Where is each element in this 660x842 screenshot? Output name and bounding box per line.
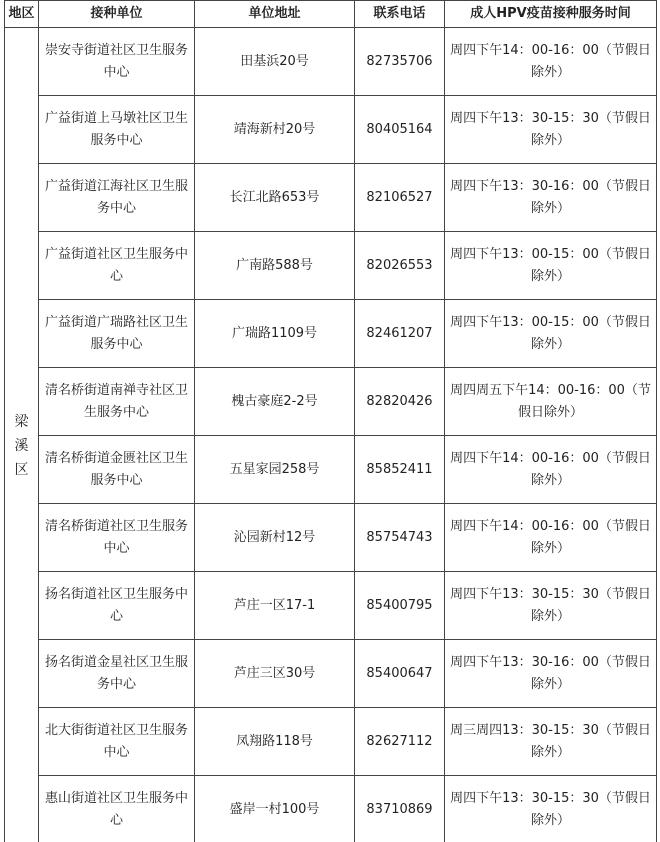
time-cell: 周四下午13：30-16：00（节假日除外） — [445, 164, 657, 232]
unit-cell: 清名桥街道南禅寺社区卫生服务中心 — [39, 368, 195, 436]
header-address: 单位地址 — [195, 1, 355, 28]
address-cell: 芦庄一区17-1 — [195, 572, 355, 640]
address-cell: 盛岸一村100号 — [195, 776, 355, 842]
phone-cell: 83710869 — [355, 776, 445, 842]
address-cell: 凤翔路118号 — [195, 708, 355, 776]
unit-cell: 广益街道上马墩社区卫生服务中心 — [39, 96, 195, 164]
table-row — [5, 96, 657, 164]
phone-cell: 82820426 — [355, 368, 445, 436]
region-cell — [5, 28, 39, 842]
address-cell: 沁园新村12号 — [195, 504, 355, 572]
address-cell: 广南路588号 — [195, 232, 355, 300]
header-phone: 联系电话 — [355, 1, 445, 28]
table-row — [5, 232, 657, 300]
time-cell: 周四周五下午14：00-16：00（节假日除外） — [445, 368, 657, 436]
time-cell: 周四下午14：00-16：00（节假日除外） — [445, 436, 657, 504]
unit-cell: 惠山街道社区卫生服务中心 — [39, 776, 195, 842]
phone-cell: 82026553 — [355, 232, 445, 300]
unit-cell: 广益街道社区卫生服务中心 — [39, 232, 195, 300]
time-cell: 周四下午13：00-15：00（节假日除外） — [445, 300, 657, 368]
unit-cell: 清名桥街道金匮社区卫生服务中心 — [39, 436, 195, 504]
table-row — [5, 300, 657, 368]
address-cell: 长江北路653号 — [195, 164, 355, 232]
unit-cell: 扬名街道社区卫生服务中心 — [39, 572, 195, 640]
time-cell: 周三周四13：30-15：30（节假日除外） — [445, 708, 657, 776]
table-row — [5, 368, 657, 436]
table-row — [5, 436, 657, 504]
table-row — [5, 504, 657, 572]
phone-cell: 82627112 — [355, 708, 445, 776]
time-cell: 周四下午13：30-15：30（节假日除外） — [445, 572, 657, 640]
time-cell: 周四下午13：30-15：30（节假日除外） — [445, 96, 657, 164]
phone-cell: 80405164 — [355, 96, 445, 164]
address-cell: 靖海新村20号 — [195, 96, 355, 164]
table-row — [5, 776, 657, 842]
time-cell: 周四下午13：30-16：00（节假日除外） — [445, 640, 657, 708]
table-row — [5, 28, 657, 96]
phone-cell: 82735706 — [355, 28, 445, 96]
unit-cell: 清名桥街道社区卫生服务中心 — [39, 504, 195, 572]
header-row — [5, 1, 657, 28]
unit-cell: 崇安寺街道社区卫生服务中心 — [39, 28, 195, 96]
time-cell: 周四下午14：00-16：00（节假日除外） — [445, 28, 657, 96]
phone-cell: 85400795 — [355, 572, 445, 640]
address-cell: 广瑞路1109号 — [195, 300, 355, 368]
unit-cell: 广益街道广瑞路社区卫生服务中心 — [39, 300, 195, 368]
time-cell: 周四下午13：00-15：00（节假日除外） — [445, 232, 657, 300]
phone-cell: 85852411 — [355, 436, 445, 504]
phone-cell: 82461207 — [355, 300, 445, 368]
hpv-vaccination-table — [4, 0, 657, 842]
header-time: 成人HPV疫苗接种服务时间 — [445, 1, 657, 28]
header-region: 地区 — [5, 1, 39, 28]
time-cell: 周四下午14：00-16：00（节假日除外） — [445, 504, 657, 572]
phone-cell: 82106527 — [355, 164, 445, 232]
address-cell: 田基浜20号 — [195, 28, 355, 96]
time-cell: 周四下午13：30-15：30（节假日除外） — [445, 776, 657, 842]
unit-cell: 广益街道江海社区卫生服务中心 — [39, 164, 195, 232]
table-row — [5, 164, 657, 232]
region-label: 梁溪区 — [14, 414, 29, 478]
header-unit: 接种单位 — [39, 1, 195, 28]
phone-cell: 85754743 — [355, 504, 445, 572]
unit-cell: 扬名街道金星社区卫生服务中心 — [39, 640, 195, 708]
unit-cell: 北大街街道社区卫生服务中心 — [39, 708, 195, 776]
phone-cell: 85400647 — [355, 640, 445, 708]
address-cell: 五星家园258号 — [195, 436, 355, 504]
table-row — [5, 572, 657, 640]
table-row — [5, 708, 657, 776]
address-cell: 芦庄三区30号 — [195, 640, 355, 708]
address-cell: 槐古豪庭2-2号 — [195, 368, 355, 436]
table-row — [5, 640, 657, 708]
